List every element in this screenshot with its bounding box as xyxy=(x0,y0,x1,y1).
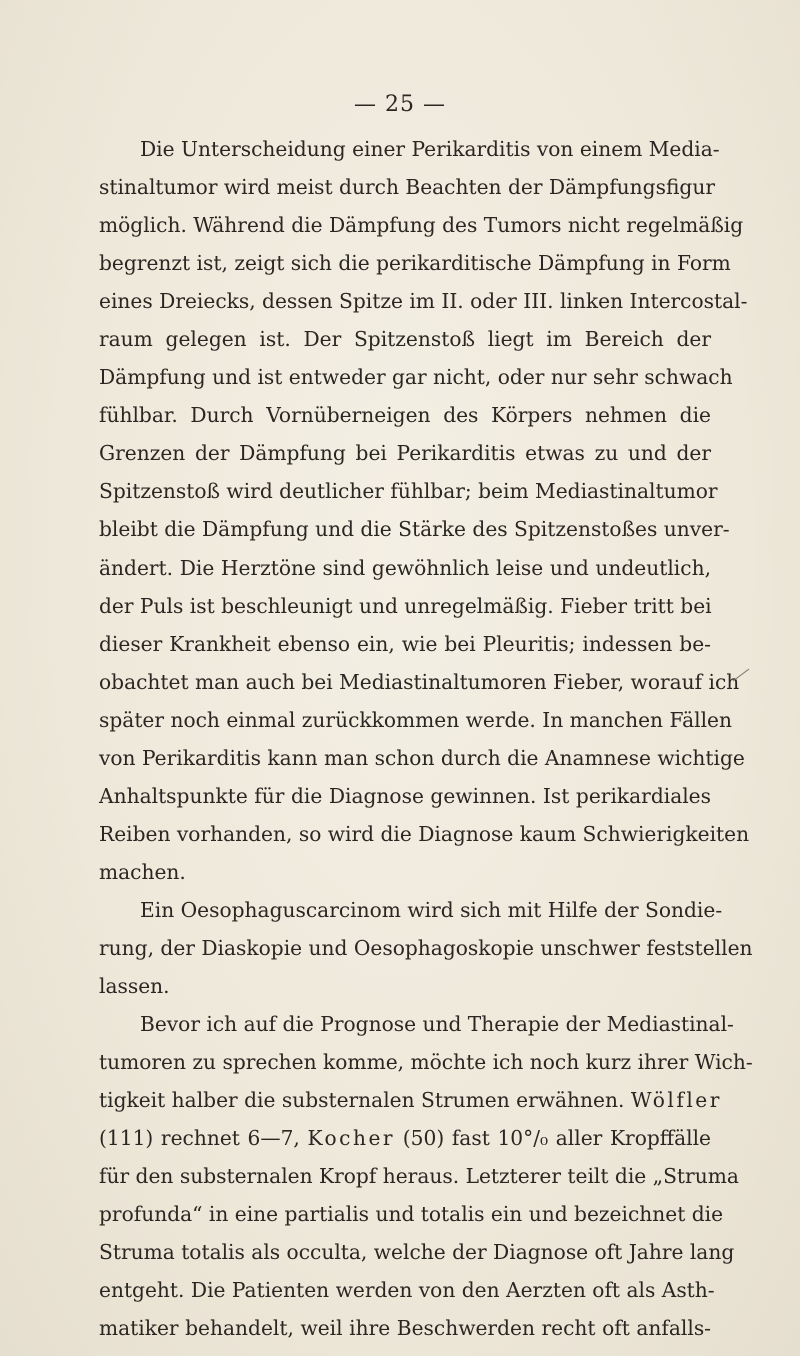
pencil-mark xyxy=(731,668,751,682)
text-line xyxy=(99,1119,711,1157)
text-line xyxy=(99,1081,722,1119)
text-line: Struma totalis als occulta, welche der Diagnose oft Jahre lang xyxy=(99,1240,735,1265)
text-line: der Puls ist beschleunigt und unregelmäßig. Fieber tritt bei xyxy=(99,593,712,618)
body-text xyxy=(99,130,753,1348)
text-segment: (111) rechnet 6—7, xyxy=(99,1126,300,1151)
text-line: tumoren zu sprechen komme, möchte ich noch kurz ihrer Wich- xyxy=(99,1050,753,1075)
text-line: Bevor ich auf die Prognose und Therapie der Mediastinal- xyxy=(140,1012,734,1037)
text-line: begrenzt ist, zeigt sich die perikarditische Dämpfung in Form xyxy=(99,251,731,276)
text-line: Spitzenstoß wird deutlicher fühlbar; beim Mediastinaltumor xyxy=(99,479,718,504)
text-line: Grenzen der Dämpfung bei Perikarditis etwas zu und der xyxy=(99,441,711,466)
text-line: rung, der Diaskopie und Oesophagoskopie unschwer feststellen xyxy=(99,935,753,960)
text-line: lassen. xyxy=(99,974,170,999)
text-line: bleibt die Dämpfung und die Stärke des Spitzenstoßes unver- xyxy=(99,517,730,542)
author-name: Wölfler xyxy=(630,1088,722,1113)
text-line: stinaltumor wird meist durch Beachten der Dämpfungsfigur xyxy=(99,175,715,200)
text-line: später noch einmal zurückkommen werde. In manchen Fällen xyxy=(99,707,733,732)
text-line: Die Unterscheidung einer Perikarditis von einem Media- xyxy=(140,137,720,161)
text-line: raum gelegen ist. Der Spitzenstoß liegt im Bereich der xyxy=(99,327,711,352)
text-line: ändert. Die Herztöne sind gewöhnlich leise und undeutlich, xyxy=(99,555,711,580)
text-line: entgeht. Die Patienten werden von den Aerzten oft als Asth- xyxy=(99,1278,715,1303)
page-number: — 25 — xyxy=(354,92,446,117)
text-line: matiker behandelt, weil ihre Beschwerden recht oft anfalls- xyxy=(99,1316,711,1341)
text-line: eines Dreiecks, dessen Spitze im II. oder III. linken Intercostal- xyxy=(99,289,748,314)
text-line: Ein Oesophaguscarcinom wird sich mit Hilfe der Sondie- xyxy=(140,897,723,922)
text-line: Anhaltspunkte für die Diagnose gewinnen. Ist perikardiales xyxy=(99,783,711,808)
text-line: dieser Krankheit ebenso ein, wie bei Pleuritis; indessen be- xyxy=(99,631,711,656)
text-line: Reiben vorhanden, so wird die Diagnose kaum Schwierigkeiten xyxy=(99,821,750,846)
text-line: für den substernalen Kropf heraus. Letzterer teilt die „Struma xyxy=(99,1164,739,1189)
text-line: machen. xyxy=(99,859,186,884)
text-segment: tigkeit halber die substernalen Strumen erwähnen. xyxy=(99,1088,625,1113)
text-line: profunda“ in eine partialis und totalis ein und bezeichnet die xyxy=(99,1202,724,1227)
text-line: fühlbar. Durch Vornüberneigen des Körpers nehmen die xyxy=(99,403,711,428)
author-name: Kocher xyxy=(307,1126,396,1151)
text-line: obachtet man auch bei Mediastinaltumoren Fieber, worauf ich xyxy=(99,669,740,694)
text-line: möglich. Während die Dämpfung des Tumors nicht regelmäßig xyxy=(99,213,744,238)
text-line: Dämpfung und ist entweder gar nicht, oder nur sehr schwach xyxy=(99,365,733,390)
text-line: von Perikarditis kann man schon durch die Anamnese wichtige xyxy=(99,745,745,770)
text-segment: (50) fast 10°/₀ aller Kropffälle xyxy=(402,1126,712,1151)
